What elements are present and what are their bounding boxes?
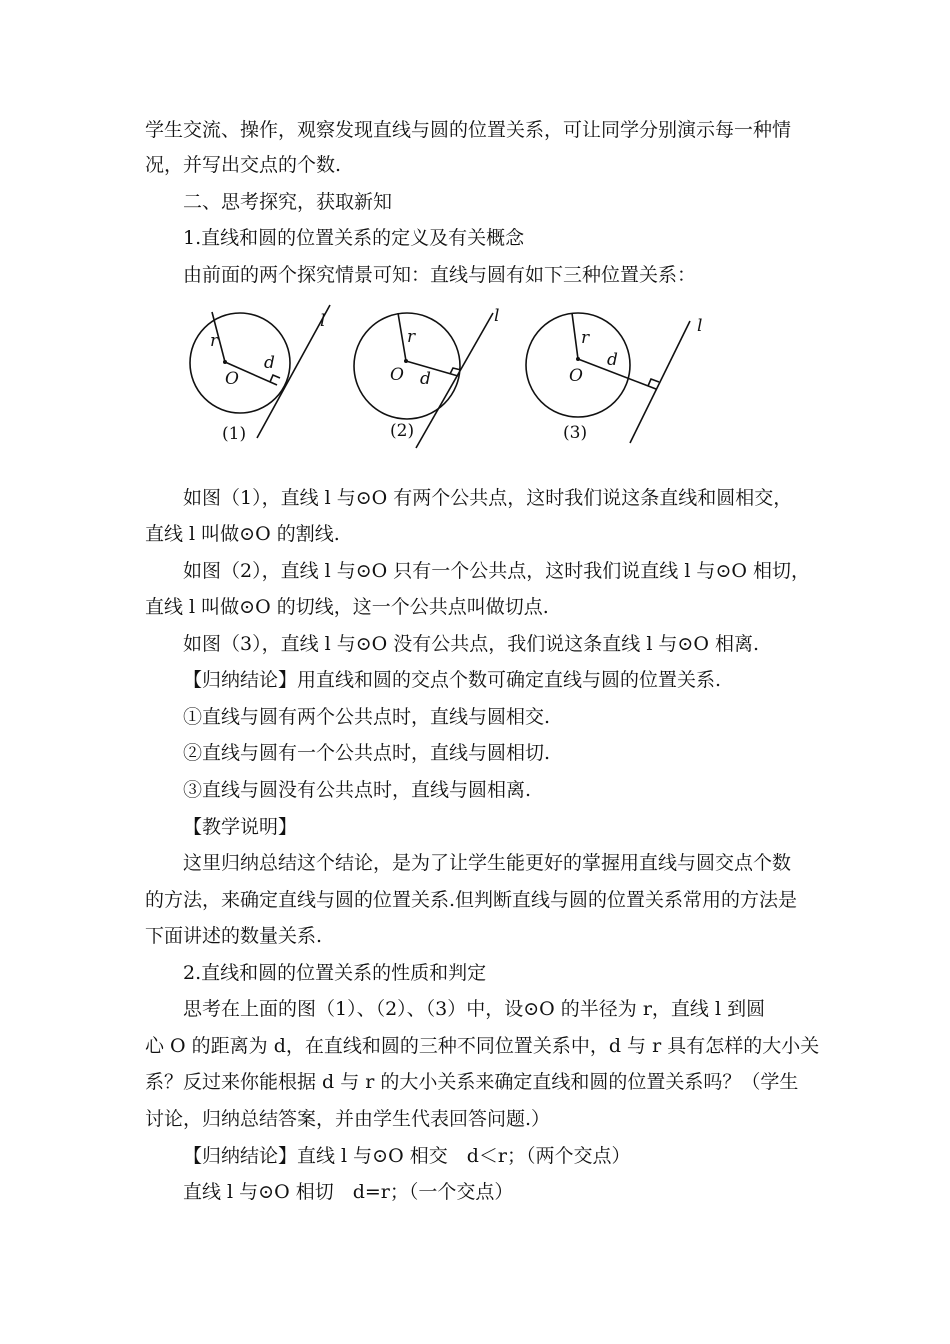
- label-line-3: l: [697, 316, 703, 336]
- list-item: ①直线与圆有两个公共点时，直线与圆相交.: [183, 706, 551, 728]
- section-heading: 二、思考探究，获取新知: [183, 191, 393, 213]
- center-dot-1: [223, 360, 227, 364]
- label-center-1: O: [225, 369, 239, 389]
- caption-1: (1): [222, 424, 247, 444]
- paragraph-line: 的方法，来确定直线与圆的位置关系.但判断直线与圆的位置关系常用的方法是: [145, 889, 798, 911]
- label-distance-3: d: [607, 350, 618, 370]
- paragraph-line: 如图（3），直线 l 与⊙O 没有公共点，我们说这条直线 l 与⊙O 相离.: [183, 633, 760, 655]
- paragraph-line: 如图（2），直线 l 与⊙O 只有一个公共点，这时我们说直线 l 与⊙O 相切，: [183, 560, 810, 582]
- paragraph-line: 思考在上面的图（1）、（2）、（3）中，设⊙O 的半径为 r，直线 l 到圆: [183, 998, 766, 1020]
- subsection-heading: 1.直线和圆的位置关系的定义及有关概念: [183, 227, 525, 249]
- list-item: ③直线与圆没有公共点时，直线与圆相离.: [183, 779, 532, 801]
- conclusion-line: 【归纳结论】直线 l 与⊙O 相交 d＜r；（两个交点）: [183, 1145, 631, 1167]
- center-dot-2: [404, 359, 408, 363]
- radius-3: [572, 313, 578, 359]
- center-dot-3: [576, 357, 580, 361]
- list-item: ②直线与圆有一个公共点时，直线与圆相切.: [183, 742, 551, 764]
- label-radius-2: r: [407, 327, 416, 347]
- paragraph-line: 系？反过来你能根据 d 与 r 的大小关系来确定直线和圆的位置关系吗？（学生: [145, 1071, 799, 1093]
- paragraph-line: 下面讲述的数量关系.: [145, 925, 323, 947]
- label-line-2: l: [494, 306, 500, 326]
- paragraph-line: 由前面的两个探究情景可知：直线与圆有如下三种位置关系：: [183, 264, 697, 286]
- conclusion-line: 直线 l 与⊙O 相切 d=r；（一个交点）: [183, 1181, 514, 1203]
- label-line-1: l: [320, 311, 326, 331]
- line-circle-diagrams: [178, 300, 738, 460]
- paragraph-line: 直线 l 叫做⊙O 的割线.: [145, 523, 340, 545]
- paragraph-line: 这里归纳总结这个结论，是为了让学生能更好的掌握用直线与圆交点个数: [183, 852, 792, 874]
- paragraph-line: 讨论，归纳总结答案，并由学生代表回答问题.）: [145, 1108, 551, 1130]
- label-radius-3: r: [581, 328, 590, 348]
- label-radius-1: r: [210, 331, 219, 351]
- paragraph-line: 如图（1），直线 l 与⊙O 有两个公共点，这时我们说这条直线和圆相交，: [183, 487, 793, 509]
- right-angle-1: [270, 375, 280, 382]
- caption-3: (3): [563, 423, 588, 443]
- teaching-note-heading: 【教学说明】: [183, 816, 298, 838]
- label-distance-2: d: [420, 369, 431, 389]
- paragraph-line: 心 O 的距离为 d，在直线和圆的三种不同位置关系中，d 与 r 具有怎样的大小关: [145, 1035, 820, 1057]
- subsection-heading: 2.直线和圆的位置关系的性质和判定: [183, 962, 487, 984]
- caption-2: (2): [390, 421, 415, 441]
- conclusion-heading: 【归纳结论】用直线和圆的交点个数可确定直线与圆的位置关系.: [183, 669, 722, 691]
- right-angle-3: [648, 379, 659, 386]
- paragraph-line: 况，并写出交点的个数.: [145, 154, 342, 176]
- label-center-3: O: [569, 366, 583, 386]
- circle-1: [190, 313, 290, 413]
- label-center-2: O: [390, 365, 404, 385]
- paragraph-line: 直线 l 叫做⊙O 的切线，这一个公共点叫做切点.: [145, 596, 549, 618]
- paragraph-line: 学生交流、操作，观察发现直线与圆的位置关系，可让同学分别演示每一种情: [145, 119, 792, 141]
- label-distance-1: d: [264, 353, 275, 373]
- radius-2: [398, 313, 406, 361]
